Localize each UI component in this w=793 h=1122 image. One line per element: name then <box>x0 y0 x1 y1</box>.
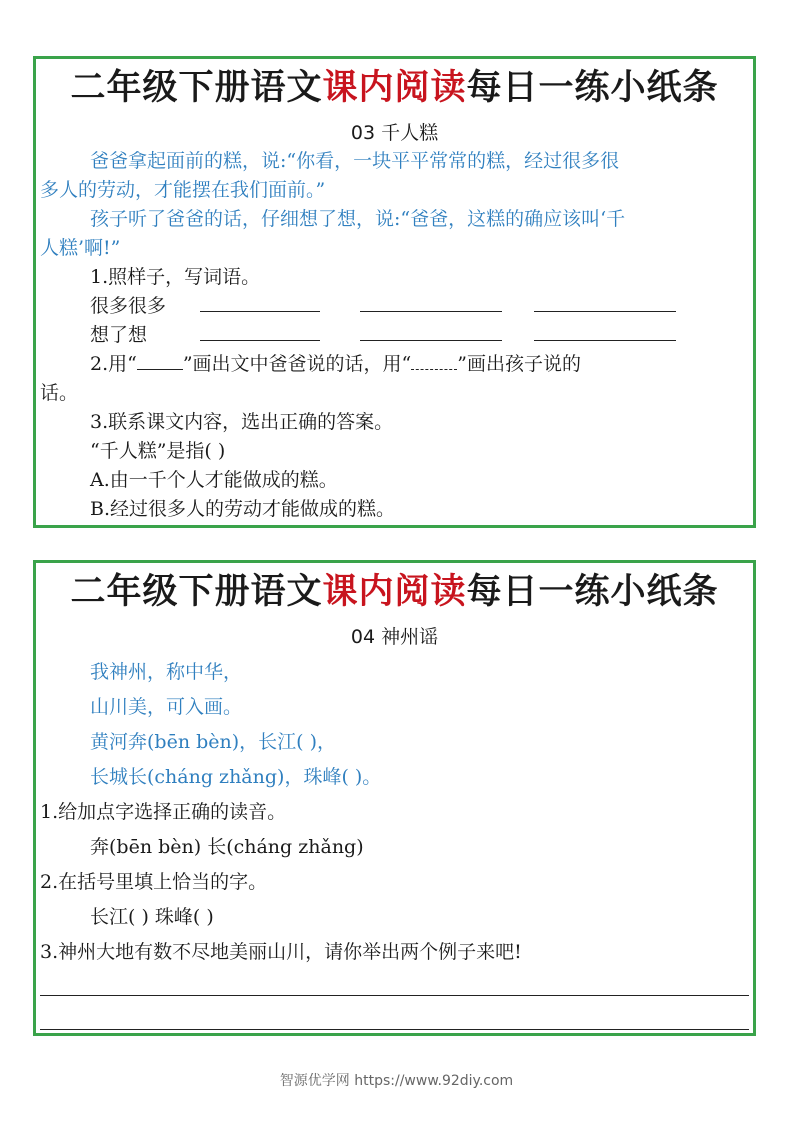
question-1-row-2 <box>40 321 749 350</box>
question-2: 2.在括号里填上恰当的字。 <box>40 871 268 893</box>
question-2 <box>40 350 749 379</box>
passage-line: 爸爸拿起面前的糕，说:“你看，一块平平常常的糕，经过很多很 <box>90 150 620 172</box>
example-word: 很多很多 <box>90 295 167 317</box>
answer-blank[interactable] <box>360 293 502 312</box>
lesson-subtitle: 03 千人糕 <box>350 122 439 144</box>
example-word: 想了想 <box>90 324 148 346</box>
option-a[interactable]: A.由一千个人才能做成的糕。 <box>90 469 338 491</box>
poem-line: 长城长(cháng zhǎng)，珠峰( )。 <box>90 766 382 788</box>
title-prefix: 二年级下册语文 <box>70 68 323 108</box>
lesson-subtitle: 04 神州谣 <box>350 626 439 648</box>
q2-text: ”画出文中爸爸说的话，用“ <box>182 353 412 375</box>
title-highlight: 课内阅读 <box>322 68 467 108</box>
answer-blank[interactable] <box>534 322 676 341</box>
answer-blank[interactable] <box>360 322 502 341</box>
q2-text: 2.用“ <box>90 353 137 375</box>
poem-line: 黄河奔(bēn bèn)，长江( )， <box>90 731 337 753</box>
poem-line: 我神州，称中华， <box>90 661 243 683</box>
answer-blank[interactable] <box>200 293 320 312</box>
title-suffix: 每日一练小纸条 <box>466 572 719 612</box>
passage-line: 孩子听了爸爸的话，仔细想了想，说:“爸爸，这糕的确应该叫‘千 <box>90 208 626 230</box>
passage-line: 多人的劳动，才能摆在我们面前。” <box>40 179 326 201</box>
question-3: 3.神州大地有数不尽地美丽山川，请你举出两个例子来吧! <box>40 941 522 963</box>
solid-line-sample <box>137 351 183 370</box>
q2-text: ”画出孩子说的 <box>457 353 581 375</box>
title-suffix: 每日一练小纸条 <box>466 68 719 108</box>
footer-watermark: 智源优学网 https://www.92diy.com <box>279 1073 514 1089</box>
card-title <box>36 63 753 113</box>
question-1-row-1 <box>40 292 749 321</box>
poem-line: 山川美，可入画。 <box>90 696 243 718</box>
question-2-fill[interactable]: 长江( ) 珠峰( ) <box>90 906 214 928</box>
answer-line[interactable] <box>40 995 749 996</box>
answer-blank[interactable] <box>534 293 676 312</box>
question-1-options[interactable]: 奔(bēn bèn) 长(cháng zhǎng) <box>90 836 364 858</box>
worksheet-card-03 <box>33 56 756 528</box>
question-2-cont: 话。 <box>40 382 79 404</box>
answer-line[interactable] <box>40 1029 749 1030</box>
question-3-stem: “千人糕”是指( ) <box>90 440 226 462</box>
title-highlight: 课内阅读 <box>322 572 467 612</box>
card-title <box>36 567 753 617</box>
answer-blank[interactable] <box>200 322 320 341</box>
worksheet-card-04 <box>33 560 756 1036</box>
question-1: 1.给加点字选择正确的读音。 <box>40 801 287 823</box>
question-3: 3.联系课文内容，选出正确的答案。 <box>90 411 394 433</box>
question-1: 1.照样子，写词语。 <box>90 266 261 288</box>
option-b[interactable]: B.经过很多人的劳动才能做成的糕。 <box>90 498 396 520</box>
passage-line: 人糕’啊!” <box>40 237 121 259</box>
title-prefix: 二年级下册语文 <box>70 572 323 612</box>
dashed-line-sample <box>411 351 457 370</box>
